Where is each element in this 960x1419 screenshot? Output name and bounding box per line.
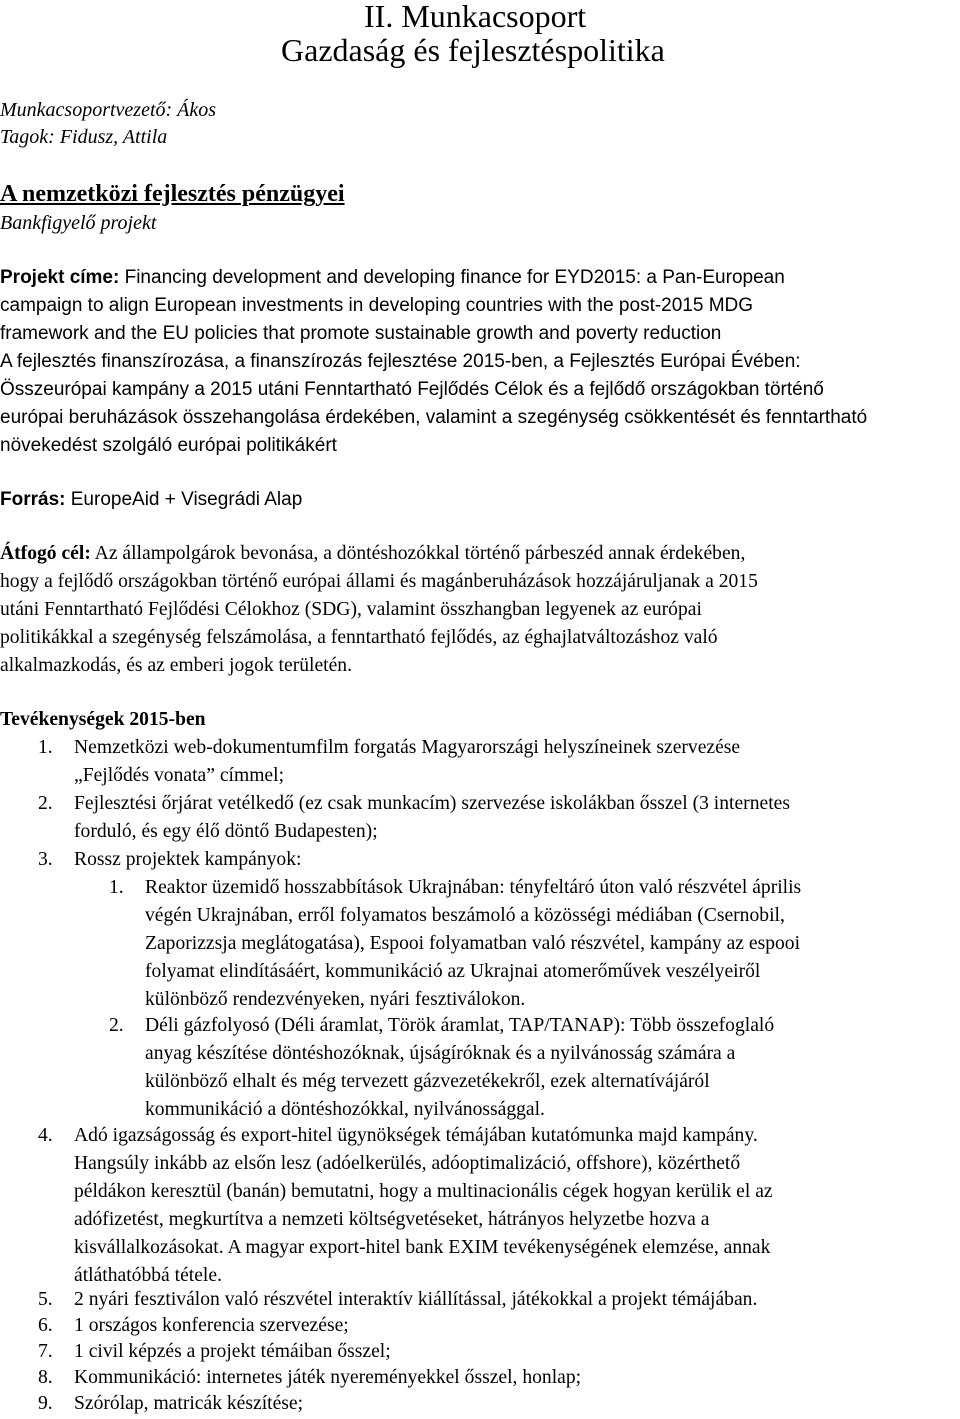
- list-number: 5.: [38, 1289, 53, 1310]
- list-text: példákon keresztül (banán) bemutatni, hogy a multinacionális cégek hogyan kerülik el az: [74, 1181, 773, 1202]
- goal-line: [0, 540, 745, 568]
- activity-item-9: [38, 1390, 303, 1418]
- list-number: 2.: [38, 793, 53, 814]
- activity-subitem-2: [109, 1012, 774, 1040]
- source-line: [0, 486, 302, 514]
- list-text: „Fejlődés vonata” címmel;: [74, 765, 285, 786]
- project-title-hu-1: Összeurópai kampány a 2015 utáni Fenntartható Fejlődés Célok és a fejlődő országokban történő: [0, 379, 824, 400]
- project-title-en-2: framework and the EU policies that promote sustainable growth and poverty reduction: [0, 323, 722, 344]
- list-text: forduló, és egy élő döntő Budapesten);: [74, 821, 378, 842]
- list-number: 8.: [38, 1367, 53, 1388]
- project-title-hu-2: európai beruházások összehangolása érdekében, valamint a szegénység csökkentését és fenntartható: [0, 407, 868, 428]
- list-text: különböző rendezvényeken, nyári fesztiválokon.: [145, 989, 526, 1010]
- list-text: anyag készítése döntéshozóknak, újságíróknak és a nyilvánosság számára a: [145, 1043, 736, 1064]
- source-label: Forrás:: [0, 489, 66, 510]
- activity-item-4: [38, 1122, 758, 1150]
- list-number: 2.: [109, 1015, 124, 1036]
- list-text: átláthatóbbá tétele.: [74, 1265, 222, 1286]
- list-text: 1 civil képzés a projekt témáiban ősszel;: [74, 1341, 391, 1362]
- list-text: Reaktor üzemidő hosszabbítások Ukrajnában: tényfeltáró úton való részvétel április: [145, 877, 802, 898]
- activity-item-6: [38, 1312, 349, 1340]
- activity-item-5: [38, 1286, 757, 1314]
- list-text: végén Ukrajnában, erről folyamatos beszámoló a közösségi médiában (Csernobil,: [145, 905, 785, 926]
- list-text: Zaporizzsja meglátogatása), Espooi folyamatban való részvétel, kampány az espooi: [145, 933, 801, 954]
- goal-line-0: Az állampolgárok bevonása, a döntéshozókkal történő párbeszéd annak érdekében,: [90, 543, 746, 564]
- goal-label: Átfogó cél:: [0, 543, 91, 564]
- list-text: Adó igazságosság és export-hitel ügynökségek témájában kutatómunka majd kampány.: [74, 1125, 758, 1146]
- list-text: Nemzetközi web-dokumentumfilm forgatás Magyarországi helyszíneinek szervezése: [74, 737, 741, 758]
- section-title: A nemzetközi fejlesztés pénzügyei: [0, 181, 345, 207]
- activity-item-3: [38, 846, 301, 874]
- list-number: 7.: [38, 1341, 53, 1362]
- list-text: Fejlesztési őrjárat vetélkedő (ez csak munkacím) szervezése iskolákban ősszel (3 internetes: [74, 793, 790, 814]
- project-title-hu-0: A fejlesztés finanszírozása, a finanszírozás fejlesztése 2015-ben, a Fejlesztés Európai Évében:: [0, 351, 801, 372]
- list-number: 1.: [109, 877, 124, 898]
- goal-line-2: utáni Fenntartható Fejlődési Célokhoz (SDG), valamint összhangban legyenek az európai: [0, 599, 702, 620]
- document-title: II. Munkacsoport: [364, 0, 587, 34]
- activity-subitem-1: [109, 874, 801, 902]
- list-text: különböző elhalt és még tervezett gázvezetékekről, ezek alternatívájáról: [145, 1071, 710, 1092]
- list-text: kommunikáció a döntéshozókkal, nyilvánossággal.: [145, 1099, 545, 1120]
- project-title-hu-3: növekedést szolgáló európai politikákért: [0, 435, 337, 456]
- list-text: Déli gázfolyosó (Déli áramlat, Török áramlat, TAP/TANAP): Több összefoglaló: [145, 1015, 775, 1036]
- list-text: kisvállalkozásokat. A magyar export-hitel bank EXIM tevékenységének elemzése, annak: [74, 1237, 771, 1258]
- list-text: Rossz projektek kampányok:: [74, 849, 302, 870]
- goal-line-3: politikákkal a szegénység felszámolása, a fenntartható fejlődés, az éghajlatváltozáshoz való: [0, 627, 718, 648]
- activity-item-7: [38, 1338, 391, 1366]
- project-title-en-1: campaign to align European investments in developing countries with the post-2015 MDG: [0, 295, 754, 316]
- list-text: 2 nyári fesztiválon való részvétel interaktív kiállítással, játékokkal a projekt témájában.: [74, 1289, 758, 1310]
- list-text: Hangsúly inkább az elsőn lesz (adóelkerülés, adóoptimalizáció, offshore), közérthető: [74, 1153, 741, 1174]
- list-text: Szórólap, matricák készítése;: [74, 1393, 304, 1414]
- team-leader: Munkacsoportvezető: Ákos: [0, 99, 217, 121]
- goal-line-1: hogy a fejlődő országokban történő európai állami és magánberuházások hozzájáruljanak a 2015: [0, 571, 758, 592]
- list-number: 1.: [38, 737, 53, 758]
- list-number: 3.: [38, 849, 53, 870]
- source-value: EuropeAid + Visegrádi Alap: [65, 489, 303, 510]
- list-text: folyamat elindításáért, kommunikáció az Ukrajnai atomerőművek veszélyeiről: [145, 961, 761, 982]
- section-subtitle: Bankfigyelő projekt: [0, 212, 157, 234]
- team-members: Tagok: Fidusz, Attila: [0, 126, 168, 148]
- list-text: 1 országos konferencia szervezése;: [74, 1315, 349, 1336]
- project-title-en-0: Financing development and developing finance for EYD2015: a Pan-European: [119, 267, 785, 288]
- document-subtitle: Gazdaság és fejlesztéspolitika: [281, 32, 665, 68]
- project-title-label: Projekt címe:: [0, 267, 120, 288]
- list-number: 4.: [38, 1125, 53, 1146]
- list-number: 9.: [38, 1393, 53, 1414]
- project-title-line: [0, 264, 785, 292]
- list-number: 6.: [38, 1315, 53, 1336]
- goal-line-4: alkalmazkodás, és az emberi jogok területén.: [0, 655, 352, 676]
- list-text: adófizetést, megkurtítva a nemzeti költségvetéseket, hátrányos helyzetbe hozva a: [74, 1209, 710, 1230]
- list-text: Kommunikáció: internetes játék nyereményekkel ősszel, honlap;: [74, 1367, 582, 1388]
- activity-item-1: [38, 734, 740, 762]
- activities-title: Tevékenységek 2015-ben: [0, 709, 206, 730]
- activity-item-8: [38, 1364, 581, 1392]
- activity-item-2: [38, 790, 790, 818]
